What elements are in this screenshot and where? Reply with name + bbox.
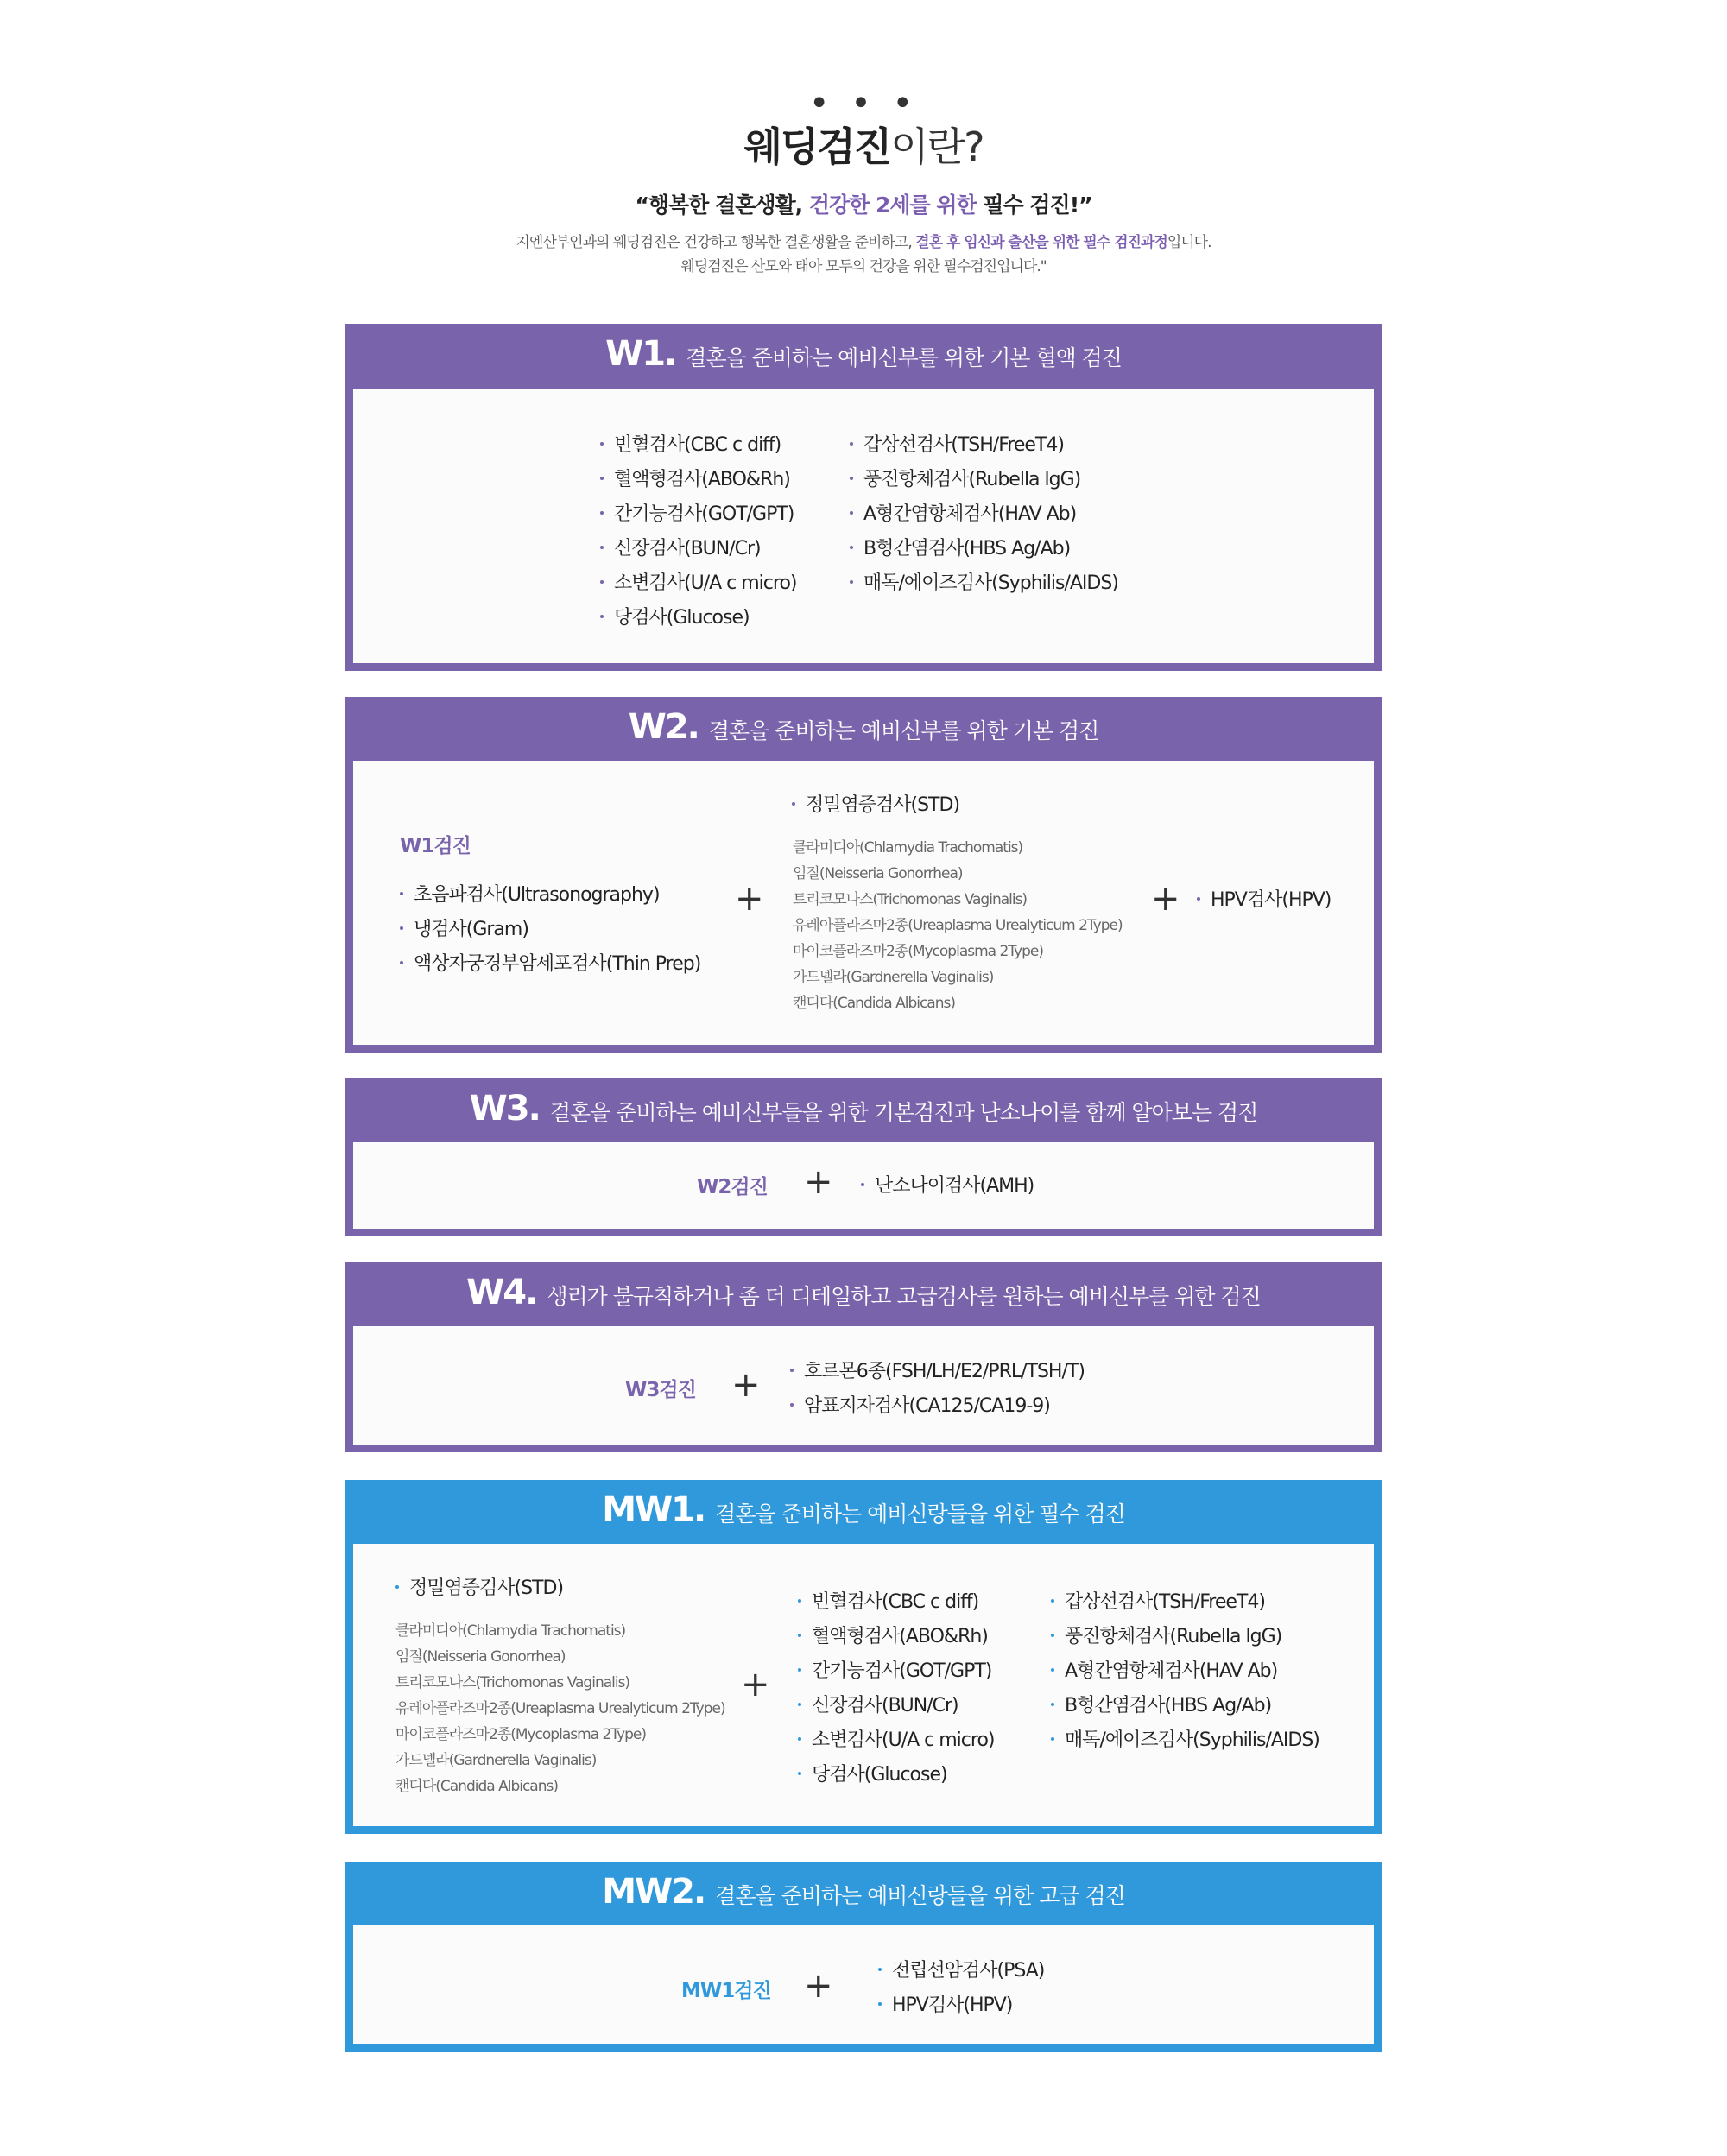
w1-code: W1.: [605, 334, 676, 374]
list-item: 난소나이검사(AMH): [861, 1171, 1034, 1198]
page-title-light: 이란?: [890, 123, 984, 170]
mw1-title: [345, 1490, 1382, 1530]
mw1-content: [353, 1544, 1374, 1826]
desc1-b: 입니다.: [1167, 234, 1211, 251]
w3-subtitle: 결혼을 준비하는 예비신부들을 위한 기본검진과 난소나이를 함께 알아보는 검진: [549, 1100, 1258, 1125]
bullet-icon: [1051, 1634, 1054, 1637]
list-item: 간기능검사(GOT/GPT): [600, 499, 794, 526]
list-item: 신장검사(BUN/Cr): [798, 1691, 958, 1717]
w4-content: [353, 1326, 1374, 1445]
w4-title: [345, 1273, 1382, 1312]
w2-title: [345, 707, 1382, 747]
mw2-base-label: MW1검진: [681, 1980, 771, 2002]
mw2-content: [353, 1925, 1374, 2044]
bullet-icon: [798, 1737, 801, 1741]
mw1-code: MW1.: [602, 1490, 705, 1530]
bullet-icon: [850, 511, 853, 515]
list-item: 간기능검사(GOT/GPT): [798, 1656, 991, 1683]
std-detail: 마이코플라즈마2종(Mycoplasma 2Type): [395, 1726, 646, 1743]
std-detail: 캔디다(Candida Albicans): [395, 1778, 558, 1795]
description-line-1: [0, 230, 1727, 251]
list-item: 소변검사(U/A c micro): [600, 568, 796, 595]
std-detail: 임질(Neisseria Gonorrhea): [793, 865, 963, 882]
w2-subtitle: 결혼을 준비하는 예비신부를 위한 기본 검진: [708, 718, 1099, 743]
mw2-code: MW2.: [602, 1872, 705, 1912]
std-detail: 유레아플라즈마2종(Ureaplasma Urealyticum 2Type): [395, 1700, 725, 1717]
bullet-icon: [850, 477, 853, 480]
plus-icon: +: [1151, 879, 1180, 919]
title-dots: • • •: [808, 84, 919, 123]
bullet-icon: [400, 926, 403, 930]
w2-content: [353, 761, 1374, 1045]
w1-content: [353, 389, 1374, 663]
list-item: A형간염항체검사(HAV Ab): [1051, 1656, 1277, 1683]
list-item: 혈액형검사(ABO&Rh): [798, 1622, 988, 1648]
hpv-item: HPV검사(HPV): [1197, 885, 1331, 912]
bullet-icon: [395, 1585, 399, 1589]
desc1-a: 지엔산부인과의 웨딩검진은 건강하고 행복한 결혼생활을 준비하고,: [516, 234, 916, 251]
w1-package: [345, 324, 1382, 671]
list-item: A형간염항체검사(HAV Ab): [850, 499, 1076, 526]
bullet-icon: [400, 961, 403, 964]
std-detail: 가드넬라(Gardnerella Vaginalis): [793, 969, 994, 986]
w4-package: [345, 1262, 1382, 1452]
std-detail: 임질(Neisseria Gonorrhea): [395, 1648, 566, 1666]
list-item: 갑상선검사(TSH/FreeT4): [1051, 1587, 1265, 1614]
bullet-icon: [600, 580, 604, 584]
std-detail: 유레아플라즈마2종(Ureaplasma Urealyticum 2Type): [793, 917, 1123, 934]
tagline-b: 필수 검진!”: [976, 193, 1092, 218]
bullet-icon: [1051, 1737, 1054, 1741]
mw2-subtitle: 결혼을 준비하는 예비신랑들을 위한 고급 검진: [715, 1883, 1125, 1908]
list-item: B형간염검사(HBS Ag/Ab): [850, 534, 1070, 560]
bullet-icon: [878, 2002, 882, 2006]
bullet-icon: [798, 1703, 801, 1706]
bullet-icon: [790, 1403, 794, 1407]
bullet-icon: [850, 580, 853, 584]
list-item: B형간염검사(HBS Ag/Ab): [1051, 1691, 1271, 1717]
w3-code: W3.: [469, 1089, 540, 1129]
tagline: [0, 188, 1727, 219]
mw1-subtitle: 결혼을 준비하는 예비신랑들을 위한 필수 검진: [715, 1502, 1125, 1527]
bullet-icon: [1051, 1668, 1054, 1672]
w1-title: [345, 334, 1382, 374]
std-detail: 가드넬라(Gardnerella Vaginalis): [395, 1752, 597, 1769]
list-item: 전립선암검사(PSA): [878, 1956, 1044, 1982]
std-heading: 정밀염증검사(STD): [395, 1573, 563, 1600]
list-item: 소변검사(U/A c micro): [798, 1725, 994, 1752]
bullet-icon: [850, 442, 853, 446]
w3-package: [345, 1078, 1382, 1236]
std-detail: 마이코플라즈마2종(Mycoplasma 2Type): [793, 943, 1043, 960]
std-detail: 트리코모나스(Trichomonas Vaginalis): [793, 891, 1028, 908]
bullet-icon: [798, 1772, 801, 1775]
w4-base-label: W3검진: [625, 1379, 696, 1401]
std-detail: 트리코모나스(Trichomonas Vaginalis): [395, 1674, 630, 1691]
w4-subtitle: 생리가 불규칙하거나 좀 더 디테일하고 고급검사를 원하는 예비신부를 위한 검진: [547, 1284, 1261, 1309]
w1-subtitle: 결혼을 준비하는 예비신부를 위한 기본 혈액 검진: [686, 345, 1122, 370]
w3-base-label: W2검진: [697, 1176, 768, 1198]
std-heading: 정밀염증검사(STD): [792, 790, 959, 817]
list-item: 매독/에이즈검사(Syphilis/AIDS): [1051, 1725, 1319, 1752]
list-item: 신장검사(BUN/Cr): [600, 534, 761, 560]
list-item: 냉검사(Gram): [400, 914, 528, 941]
bullet-icon: [600, 477, 604, 480]
description-line-2: 웨딩검진은 산모와 태아 모두의 건강을 위한 필수검진입니다.": [680, 258, 1047, 275]
mw2-title: [345, 1872, 1382, 1912]
list-item: 매독/에이즈검사(Syphilis/AIDS): [850, 568, 1118, 595]
mw1-package: [345, 1480, 1382, 1834]
w2-base-label: W1검진: [400, 835, 471, 857]
plus-icon: +: [804, 1966, 833, 2006]
plus-icon: +: [731, 1365, 761, 1405]
bullet-icon: [798, 1634, 801, 1637]
bullet-icon: [798, 1599, 801, 1603]
list-item: 빈혈검사(CBC c diff): [798, 1587, 978, 1614]
bullet-icon: [1051, 1703, 1054, 1706]
bullet-icon: [850, 546, 853, 549]
std-detail: 캔디다(Candida Albicans): [793, 995, 955, 1012]
list-item: 풍진항체검사(Rubella lgG): [850, 465, 1080, 491]
bullet-icon: [861, 1183, 864, 1186]
bullet-icon: [1197, 897, 1200, 901]
tagline-a: “행복한 결혼생활,: [635, 193, 809, 218]
bullet-icon: [600, 615, 604, 618]
bullet-icon: [600, 442, 604, 446]
bullet-icon: [600, 546, 604, 549]
plus-icon: +: [735, 879, 764, 919]
bullet-icon: [878, 1968, 882, 1971]
bullet-icon: [1051, 1599, 1054, 1603]
w2-package: [345, 697, 1382, 1053]
plus-icon: +: [804, 1162, 833, 1202]
bullet-icon: [600, 511, 604, 515]
list-item: 당검사(Glucose): [798, 1760, 947, 1786]
w4-code: W4.: [466, 1273, 537, 1312]
list-item: 갑상선검사(TSH/FreeT4): [850, 430, 1064, 457]
bullet-icon: [792, 802, 795, 806]
w3-title: [345, 1089, 1382, 1129]
list-item: 풍진항체검사(Rubella lgG): [1051, 1622, 1281, 1648]
bullet-icon: [798, 1668, 801, 1672]
list-item: 빈혈검사(CBC c diff): [600, 430, 781, 457]
mw2-package: [345, 1862, 1382, 2052]
page-title: [0, 116, 1727, 173]
desc1-highlight: 결혼 후 임신과 출산을 위한 필수 검진과정: [915, 234, 1167, 251]
list-item: 초음파검사(Ultrasonography): [400, 880, 660, 907]
bullet-icon: [400, 892, 403, 895]
plus-icon: +: [741, 1665, 770, 1704]
list-item: 혈액형검사(ABO&Rh): [600, 465, 790, 491]
tagline-highlight: 건강한 2세를 위한: [808, 193, 977, 218]
list-item: HPV검사(HPV): [878, 1990, 1012, 2017]
list-item: 액상자궁경부암세포검사(Thin Prep): [400, 949, 700, 976]
list-item: 암표지자검사(CA125/CA19-9): [790, 1391, 1050, 1418]
bullet-icon: [790, 1369, 794, 1372]
w3-content: [353, 1142, 1374, 1229]
w2-code: W2.: [628, 707, 699, 747]
page-title-bold: 웨딩검진: [743, 123, 891, 170]
std-detail: 클라미디아(Chlamydia Trachomatis): [793, 839, 1023, 857]
list-item: 당검사(Glucose): [600, 603, 750, 629]
list-item: 호르몬6종(FSH/LH/E2/PRL/TSH/T): [790, 1356, 1085, 1383]
std-detail: 클라미디아(Chlamydia Trachomatis): [395, 1622, 626, 1640]
